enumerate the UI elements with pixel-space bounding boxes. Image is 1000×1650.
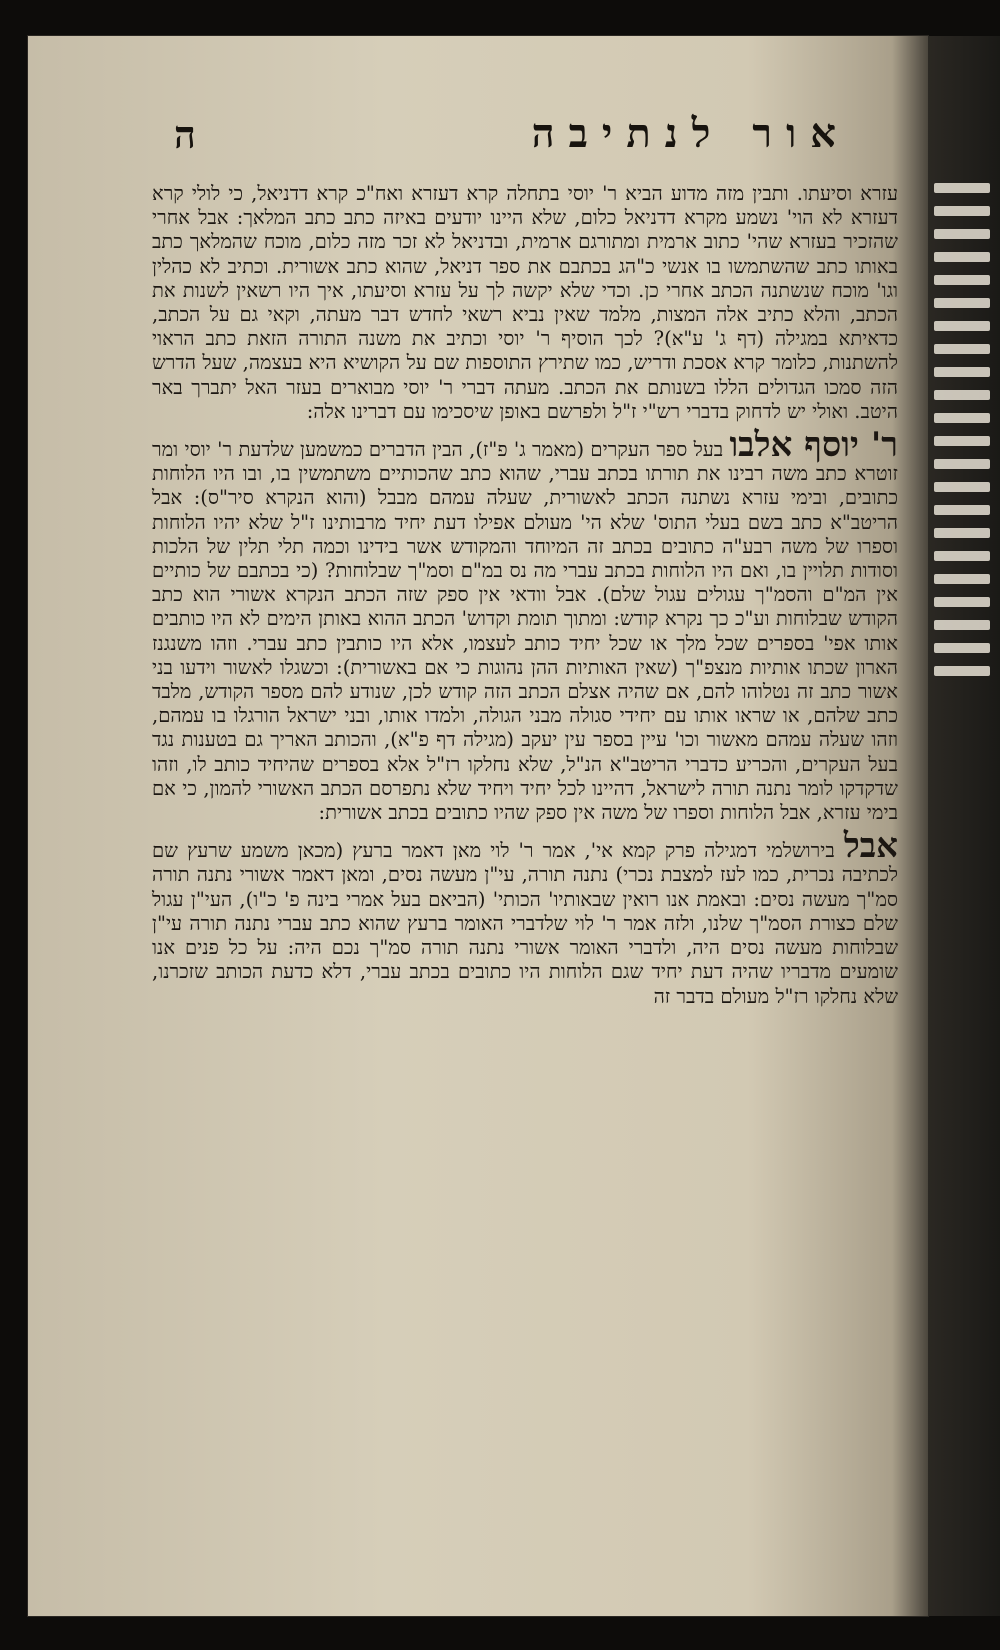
body-text (152, 182, 898, 1018)
paragraph-text: בעל ספר העקרים (מאמר ג' פ"ז), הבין הדברים כמשמען שלדעת ר' יוסי ומר זוטרא כתב משה רבינו את תורתו בכתב עברי, שהוא כתב שהכותיים משתמשין בו, ובו היו הלוחות כתובים, ובימי עזרא נשתנה הכתב לאשורית, שעלה עמהם מבבל (והוא הנקרא סיר"ס): אבל הריטב"א כתב בשם בעלי התוס' שלא הי' מעולם אפילו דעת יחיד מרבותינו ז"ל שלא יהיו הלוחות וספרו של משה רבע"ה כתובים בכתב זה המיוחד והמקודש אשר בידינו וכמה תלי תלין של הלכות וסודות תלויין בו, ואם היו הלוחות בכתב עברי מה נס במ"ם וסמ"ך שבלוחות? (כי בכתבם של כותיים אין המ"ם והסמ"ך עגולים עגול שלם). אבל וודאי אין ספק שזה הכתב הנקרא אשורי הוא כתב הקודש שבלוחות וע"כ כך נקרא קודש: ומתוך תומת וקדוש' הכתב ההוא באותן הימים לא היו כותבים אותו אפי' בספרים שכל מלך או שכל יחיד כותב לעצמו, אלא היו כותבין כתב עברי. וזהו משנגנז הארון שכתו אותיות מנצפ"ך (שאין האותיות ההן נהוגות כי אם באשורית): וכשגלו לאשור וידעו בני אשור כתב זה נטלוהו להם, אם שהיה אצלם הכתב הזה קודש לכן, שנודע להם מספר הקודש, מלבד כתב שלהם, או שראו אותו עם יחידי סגולה מבני הגולה, ולמדו אותו, ובני ישראל הורגלו בו עמהם, וזהו שעלה עמהם מאשור וכו' עיין בספר עין יעקב (מגילה דף פ"א), והכותב האריך גם בטענות נגד בעל העקרים, והכריע כדברי הריטב"א הנ"ל, שלא נחלקו רז"ל אלא בספרים שהיחיד כותב לו, וזהו שדקדקו לומר נתנה תורה לישראל, דהיינו לכל יחיד ויחיד שלא נתפרסם הכתב האשורי להמון, כי אם בימי עזרא, אבל הלוחות וספרו של משה אין ספק שהיו כתובים בכתב אשורית: (152, 438, 898, 825)
page-header (150, 110, 920, 166)
page-number: ה (174, 112, 196, 157)
paragraph-3 (152, 826, 898, 1008)
paragraph-2 (152, 425, 898, 825)
paragraph-lead: ר' יוסף אלבו (729, 425, 898, 466)
paragraph-1 (152, 182, 898, 424)
paragraph-lead: אבל (843, 826, 898, 867)
paragraph-text: עזרא וסיעתו. ותבין מזה מדוע הביא ר' יוסי בתחלה קרא דעזרא ואח"כ קרא דדניאל, כי לולי קרא דעזרא לא הוי' נשמע מקרא דדניאל כלום, שלא היינו יודעים באיזה כתב כתב המלאך: אבל אחרי שהזכיר בעזרא שהי' כתוב ארמית ומתורגם ארמית, ובדניאל לא זכר מזה כלום, מוכח שהמלאך כתב באותו כתב שהשתמשו בו אנשי כ"הג בכתבם את ספר דניאל, שהוא כתב אשורית. וכתיב לא כהלין וגו' מוכח שנשתנה הכתב אחרי כן. וכדי שלא יקשה לך על עזרא וסיעתו, איך היו רשאין לשנות את הכתב, והלא כתיב אלה המצות, מלמד שאין נביא רשאי לחדש דבר מעתה, וקאי גם על הכתב, כדאיתא במגילה (דף ג' ע"א)? לכך הוסיף ר' יוסי וכתיב את משנה התורה הזאת כתב הראוי להשתנות, כלומר קרא אסכת ודריש, כמו שתירץ התוספות שם על הקושיא היא בעצמה, שעל הדרש הזה סמכו הגדולים הללו בשנותם את הכתב. מעתה דברי ר' יוסי מבוארים בעזר האל יתברך באר היטב. ואולי יש לדחוק בדברי רש"י ז"ל ולפרשם באופן שיסכימו עם דברינו אלה: (152, 182, 898, 423)
paragraph-text: בירושלמי דמגילה פרק קמא אי', אמר ר' לוי מאן דאמר ברעץ (מכאן משמע שרעץ שם לכתיבה נכרית, כמו לעז למצבת נכרי) נתנה תורה, עי"ן מעשה נסים, ומאן דאמר אשורי נתנה תורה סמ"ך מעשה נסים: ובאמת אנו רואין שבאותיו' הכותי' (הביאם בעל אמרי בינה פ' כ"ו), העי"ן עגול שלם כצורת הסמ"ך שלנו, ולזה אמר ר' לוי שלדברי האומר ברעץ שהוא כתב עברי נתנה תורה עי"ן שבלוחות מעשה נסים היה, ולדברי האומר אשורי נתנה תורה סמ"ך נכם היה: על כל פנים אנו שומעים מדבריו שהיה דעת יחיד שגם הלוחות היו כתובים בכתב עברי, דלא כדעת הכותב שזכרנו, שלא נחלקו רז"ל מעולם בדבר זה (152, 839, 898, 1008)
running-title: אור לנתיבה (531, 110, 850, 157)
facing-page-fragment (934, 170, 990, 730)
